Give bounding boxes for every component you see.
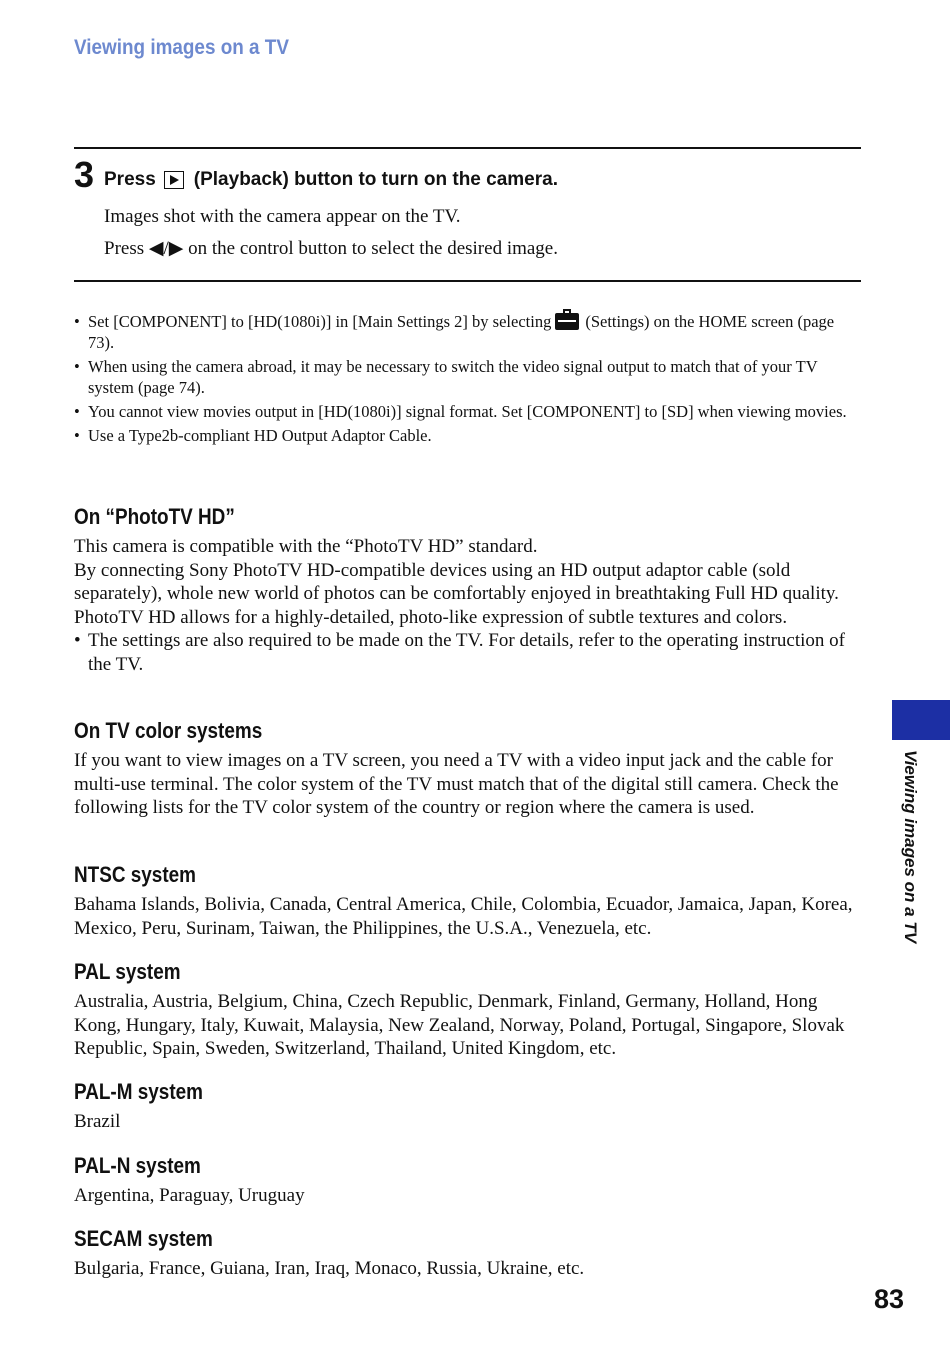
color-systems-section (74, 717, 864, 820)
phototv-section (74, 503, 864, 676)
pal-m-heading: PAL-M system (74, 1079, 203, 1104)
chapter-side-tab (892, 700, 950, 740)
phototv-paragraph-3: PhotoTV HD allows for a highly-detailed, photo-like expression of subtle textures and colors. (74, 606, 788, 628)
pal-section (74, 958, 864, 1061)
playback-icon (164, 171, 184, 189)
step-heading-pre: Press (104, 169, 156, 190)
ntsc-body: Bahama Islands, Bolivia, Canada, Central America, Chile, Colombia, Ecuador, Jamaica, Japan, Korea, Mexico, Peru, Surinam, Taiwan, the Philippines, the U.S.A., Venezuela, etc. (74, 894, 853, 939)
ntsc-section (74, 861, 864, 940)
chapter-side-label: Viewing images on a TV (901, 750, 920, 944)
color-systems-body: If you want to view images on a TV screen, you need a TV with a video input jack and the cable for multi-use terminal. The color system of the TV must match that of the digital still camera. Check the following lists for the TV color system of the country or region where the camera is used. (74, 750, 839, 818)
pal-n-heading: PAL-N system (74, 1153, 201, 1178)
notes-list (74, 311, 864, 449)
note-item: • Use a Type2b-compliant HD Output Adaptor Cable. (74, 425, 864, 446)
note-item: • You cannot view movies output in [HD(1080i)] signal format. Set [COMPONENT] to [SD] when viewing movies. (74, 401, 864, 422)
step-bottom-rule (74, 280, 861, 282)
step-top-rule (74, 147, 861, 149)
pal-m-body: Brazil (74, 1111, 121, 1132)
pal-n-section (74, 1152, 864, 1208)
secam-body: Bulgaria, France, Guiana, Iran, Iraq, Monaco, Russia, Ukraine, etc. (74, 1258, 585, 1279)
color-systems-heading: On TV color systems (74, 718, 263, 743)
phototv-heading: On “PhotoTV HD” (74, 504, 235, 529)
page-number: 83 (873, 1284, 904, 1314)
step-line-1: Images shot with the camera appear on the TV. (104, 206, 461, 227)
note-1-post: (Settings) on the HOME screen (page 73). (88, 312, 835, 352)
step-heading-post: (Playback) button to turn on the camera. (193, 169, 558, 190)
pal-n-body: Argentina, Paraguay, Uruguay (74, 1185, 305, 1206)
step-line-2: Press ◀/▶ on the control button to select the desired image. (104, 238, 558, 259)
chapter-title: Viewing images on a TV (74, 36, 289, 59)
secam-heading: SECAM system (74, 1226, 213, 1251)
settings-toolbox-icon (555, 313, 579, 330)
note-item: • When using the camera abroad, it may be necessary to switch the video signal output to match that of your TV system (page 74). (74, 356, 864, 398)
phototv-paragraph-1: This camera is compatible with the “PhotoTV HD” standard. (74, 536, 538, 557)
ntsc-heading: NTSC system (74, 862, 196, 887)
step-number: 3 (74, 154, 95, 195)
note-item (74, 311, 864, 353)
secam-section (74, 1225, 864, 1281)
note-1-pre: Set [COMPONENT] to [HD(1080i)] in [Main Settings 2] by selecting (88, 312, 552, 331)
step-heading (104, 169, 558, 191)
pal-m-section (74, 1078, 864, 1134)
pal-body: Australia, Austria, Belgium, China, Czech Republic, Denmark, Finland, Germany, Holland, Hong Kong, Hungary, Italy, Kuwait, Malaysia, New Zealand, Norway, Poland, Portugal, Singapore, Slovak Republic, Spain, Sweden, Switzerland, Thailand, United Kingdom, etc. (74, 991, 845, 1059)
phototv-bullet: • The settings are also required to be made on the TV. For details, refer to the operating instruction of the TV. (74, 629, 864, 676)
phototv-paragraph-2: By connecting Sony PhotoTV HD-compatible devices using an HD output adaptor cable (sold separately), whole new world of photos can be comfortably enjoyed in breathtaking Full HD quality. (74, 559, 839, 604)
pal-heading: PAL system (74, 959, 181, 984)
